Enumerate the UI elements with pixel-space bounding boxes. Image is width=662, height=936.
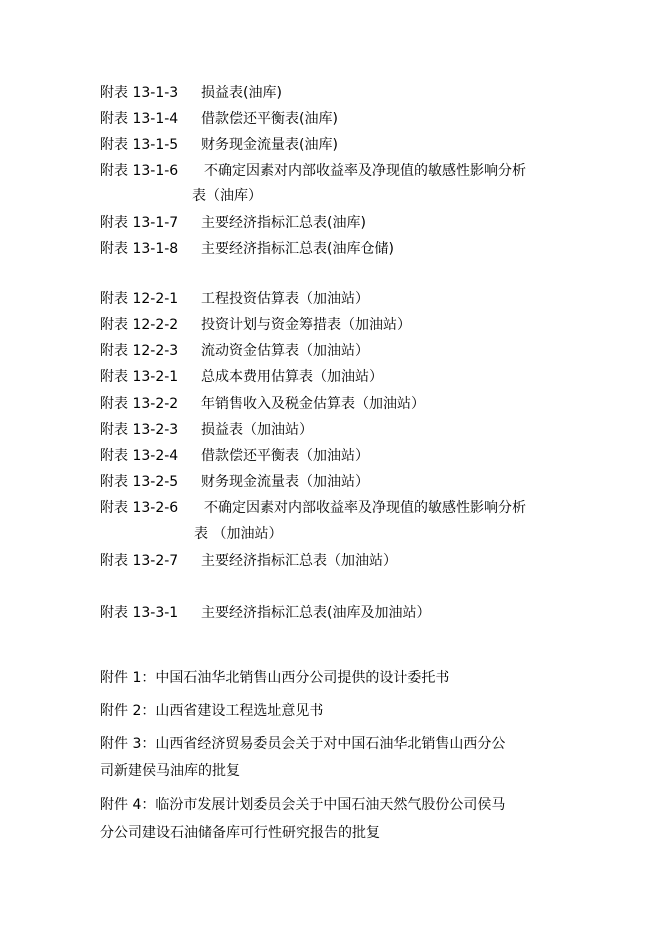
table-code: 附表 12-2-3 [100, 343, 179, 359]
list-item [100, 316, 411, 334]
table-code: 附表 13-2-6 [100, 500, 179, 516]
table-title: 工程投资估算表（加油站） [201, 291, 369, 307]
list-item [100, 447, 369, 465]
table-code: 附表 13-2-4 [100, 448, 179, 464]
list-item [100, 84, 282, 102]
table-title: 主要经济指标汇总表（加油站） [201, 553, 397, 569]
table-code: 附表 13-2-5 [100, 474, 179, 490]
table-code: 附表 12-2-2 [100, 317, 179, 333]
table-title: 不确定因素对内部收益率及净现值的敏感性影响分析 [204, 163, 526, 179]
table-title: 损益表（加油站） [201, 422, 313, 438]
list-item [100, 110, 338, 128]
table-title: 投资计划与资金筹措表（加油站） [201, 317, 411, 333]
list-item [100, 290, 369, 308]
table-title: 总成本费用估算表（加油站） [201, 369, 383, 385]
table-code: 附表 13-2-3 [100, 422, 179, 438]
table-title: 主要经济指标汇总表(油库仓储) [201, 241, 394, 257]
list-item [100, 162, 526, 180]
list-item [100, 473, 369, 491]
table-code: 附表 13-3-1 [100, 605, 179, 621]
table-title: 主要经济指标汇总表(油库) [201, 215, 366, 231]
table-code: 附表 12-2-1 [100, 291, 179, 307]
table-code: 附表 13-1-4 [100, 111, 179, 127]
table-title: 年销售收入及税金估算表（加油站） [201, 396, 425, 412]
table-code: 附表 13-1-7 [100, 215, 179, 231]
list-item [100, 240, 394, 258]
attachment-2: 附件 2：山西省建设工程选址意见书 [100, 703, 324, 719]
table-title: 损益表(油库) [201, 85, 282, 101]
list-item [100, 421, 313, 439]
table-title-continuation: 表（油库） [192, 188, 262, 204]
table-code: 附表 13-1-6 [100, 163, 179, 179]
table-title: 不确定因素对内部收益率及净现值的敏感性影响分析 [204, 500, 526, 516]
table-title: 流动资金估算表（加油站） [201, 343, 369, 359]
attachment-4: 附件 4：临汾市发展计划委员会关于中国石油天然气股份公司侯马 [100, 797, 506, 813]
list-item [100, 604, 430, 622]
attachment-1: 附件 1：中国石油华北销售山西分公司提供的设计委托书 [100, 670, 450, 686]
list-item [100, 395, 425, 413]
table-code: 附表 13-2-1 [100, 369, 179, 385]
table-code: 附表 13-1-3 [100, 85, 179, 101]
attachment-3: 附件 3：山西省经济贸易委员会关于对中国石油华北销售山西分公 [100, 736, 506, 752]
table-code: 附表 13-2-7 [100, 553, 179, 569]
table-title: 借款偿还平衡表（加油站） [201, 448, 369, 464]
list-item [100, 552, 397, 570]
table-title: 财务现金流量表(油库) [201, 137, 338, 153]
table-title-continuation: 表 （加油站） [194, 526, 283, 542]
table-code: 附表 13-2-2 [100, 396, 179, 412]
attachment-3-continuation: 司新建侯马油库的批复 [100, 763, 240, 779]
attachment-4-continuation: 分公司建设石油储备库可行性研究报告的批复 [100, 825, 380, 841]
table-code: 附表 13-1-5 [100, 137, 179, 153]
list-item [100, 136, 338, 154]
list-item [100, 342, 369, 360]
table-title: 主要经济指标汇总表(油库及加油站） [201, 605, 431, 621]
list-item [100, 214, 366, 232]
table-code: 附表 13-1-8 [100, 241, 179, 257]
table-title: 财务现金流量表（加油站） [201, 474, 369, 490]
table-title: 借款偿还平衡表(油库) [201, 111, 338, 127]
list-item [100, 368, 383, 386]
list-item [100, 499, 526, 517]
